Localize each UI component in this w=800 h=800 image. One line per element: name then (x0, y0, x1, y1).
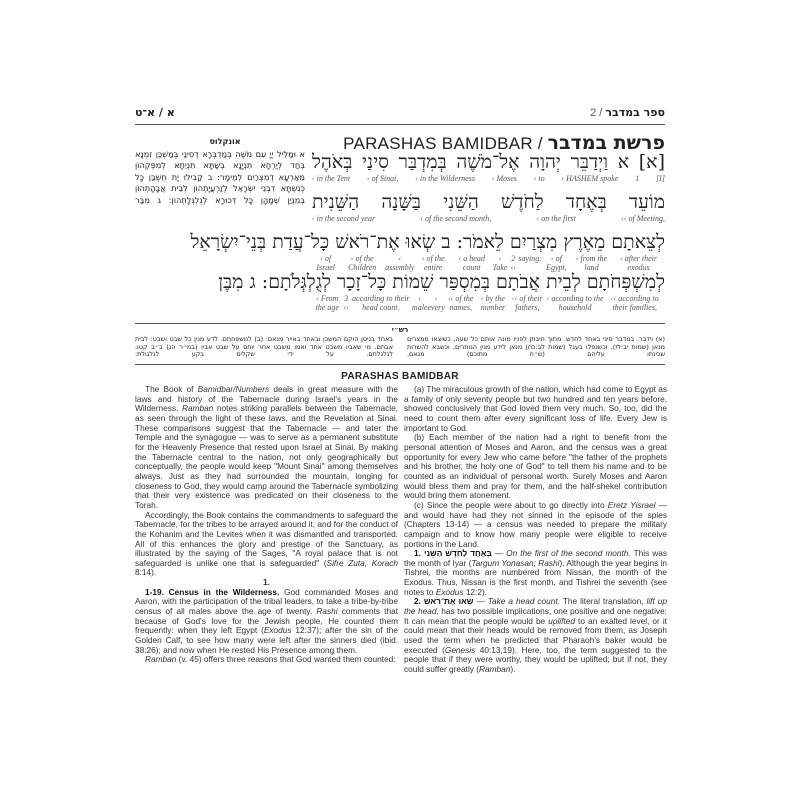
gloss-word: saying: (518, 254, 542, 263)
gloss-word: according to their head count. (352, 294, 410, 312)
title-hebrew: פרשת במדבר (547, 132, 665, 154)
gloss-word: ‹ Take (492, 254, 508, 272)
text-run: The Book of (145, 384, 198, 394)
gloss-word: ‹ of the second month, (420, 214, 492, 223)
text-run: The literal translation, (560, 596, 647, 607)
gloss-word: 2 ‹‹ (510, 254, 517, 272)
header-rule (135, 124, 665, 125)
gloss-word: ‹ of Egypt, (546, 254, 567, 272)
italic-text: Exodus (263, 625, 292, 636)
gloss-word: ‹ of Sinai, (367, 174, 399, 183)
interlinear-gloss (312, 174, 665, 183)
interlinear-gloss (312, 214, 665, 223)
rashi-heading: רש״י (391, 326, 409, 334)
gloss-word: ‹ in the Tent (312, 174, 351, 183)
commentary-paragraph (135, 588, 398, 656)
gloss-word: ‹ in the second year (312, 214, 376, 223)
italic-text: Exodus (435, 586, 464, 597)
page-number: 2 (590, 107, 597, 119)
text-run: 1. (263, 577, 270, 588)
verse-hebrew: לְמִשְׁפְּחֹתָם לְבֵית אֲבֹתָם בְּמִסְפַּר שֵׁמוֹת כָּל־זָכָר לְגֻלְגְּלֹתָם: ג מִבֶּן (218, 271, 665, 293)
commentary-right-column (404, 385, 667, 675)
gloss-word: ‹ of the entire (421, 254, 445, 272)
gloss-word: ‹ a head count (458, 254, 485, 272)
gloss-word: [I] (656, 174, 665, 183)
italic-text: Eretz Yisrael (607, 499, 656, 510)
bold-lead: בְּאֶחָד לַחֹדֶשׁ הַשֵּׁנִי (423, 548, 492, 559)
italic-text: Sifre Zuta, Korach (326, 557, 398, 568)
rashi-left-column: באחד בניסן הוקם המשכן ובאחד באייר מנאם: (ב) למשפחתם. לדע מנין כל שבט ושבט: לבית אבתם. מי שאביו משבט אחד ואמו משבט אחר יוחס על שבט אביו (במ״ר הנ) ב״ב קטו: לגלגלתם. על ידי שקלים בקע לגלגולת: (135, 335, 393, 359)
italic-text: Genesis (444, 644, 476, 655)
gloss-word: ‹ from the land (575, 254, 608, 272)
rashi-rule (135, 364, 665, 365)
gloss-word: ‹ according to the household (546, 294, 604, 312)
title-english: PARASHAS BAMIDBAR (343, 134, 534, 153)
verse-hebrew: מוֹעֵד בְּאֶחָד לַחֹדֶשׁ הַשֵּׁנִי בַּשָּׁנָה הַשֵּׁנִית (312, 191, 665, 213)
onkelos-heading: אונקלוס (209, 137, 241, 146)
text-run: This was the month of Iyar ( (404, 548, 668, 568)
gloss-word: ‹ assembly (385, 254, 415, 272)
text-run: 8:14). (135, 567, 157, 578)
commentary-paragraph (404, 597, 667, 674)
gloss-word: ‹ by the number (480, 294, 506, 312)
commentary-paragraph (404, 433, 667, 501)
text-run: (b) Each member of the nation had a right to benefit from the personal attention of Moses and Aaron, and the census was a great opportunity for every Jew who came before "the father of the prophets and his brother, the holy one of God" to tell them his name and to be counted as an individual of personal worth. Surely Moses and Aaron would bless them and pray for them, and the half-shekel contribution would bring them atonement. (404, 432, 667, 501)
gloss-word: ‹ of Israel (316, 254, 335, 272)
gloss-word: ‹ Moses (491, 174, 517, 183)
verse-line (190, 230, 665, 272)
running-header (135, 106, 665, 120)
verse-line (312, 150, 665, 190)
gloss-word: ‹ HASHEM spoke (561, 174, 619, 183)
text-run: to an exalted level, or it could mean that their heads would be removed from them, as Joseph used the term when he predicted that Pharaoh's baker would be executed ( (404, 615, 667, 655)
verse-hebrew: [א] א וַיְדַבֵּר יְהוָה אֶל־מֹשֶׁה בְּמִדְבַּר סִינַי בְּאֹהֶל (312, 151, 665, 173)
gloss-word: 3 ‹‹ (343, 294, 349, 312)
italic-text: Ramban (181, 403, 214, 414)
italic-text: Ramban (479, 664, 511, 675)
gloss-word: ‹‹ of the names, (448, 294, 474, 312)
bold-lead: 2. (414, 596, 424, 607)
italic-text: Targum Yonasan; Rashi (471, 557, 560, 568)
text-run: deals in great measure with the laws and history of the Tabernacle during Israel's years in the Wilderness. (135, 384, 398, 414)
italic-text: Take a head count. (487, 596, 561, 607)
rashi-right-column: (א) וידבר. במדבר סיני באחד לחדש. מתוך חיבתן לפניו מונה אותם כל שעה, כשיצאו ממצרים מנאן (שמות יב:לז), וכשנפלו בעגל (שמות לב:כח) מנאן לידע מנין הנותרים, וכשבא להשרות שכינתו עליהם (ש״ח מתוכם) מנאם. (407, 335, 665, 359)
commentary-paragraph (135, 655, 398, 665)
text-run: — (473, 596, 488, 607)
text-run: has two possible implications, one positive and one negative: It can mean that the people would be (404, 606, 667, 626)
text-run: (c) Since the people were about to go directly into (414, 499, 608, 510)
text-run: ). Although the year begins in Tishrei, the months are numbered from Nissan, the month of the Exodus. Thus, Nissan is the first month, and Tishrei the seventh (see notes to (404, 557, 667, 597)
gloss-word: ‹ male (411, 294, 428, 312)
interlinear-gloss (312, 294, 665, 312)
page-header-right: 2 / ספר במדבר (590, 106, 665, 119)
bold-lead: שְׂאוּ אֶת־רֹאשׁ (423, 596, 474, 607)
chapter-range: א / א־ט (135, 106, 175, 119)
gloss-word: ‹ every (427, 294, 445, 312)
gloss-word: ‹ to (533, 174, 545, 183)
text-run: (v. 45) offers three reasons that God wanted them counted: (176, 654, 396, 665)
italic-text: Bamidbar/Numbers (197, 384, 270, 394)
gloss-word: ‹ of the Children (348, 254, 377, 272)
text-run: God commanded Moses and Aaron, with the participation of the tribal leaders, to take a tribe-by-tribe census of all males above the age of twenty. (135, 586, 399, 617)
onkelos-text: א וּמַלִּיל יְיָ עִם מֹשֶׁה בְּמַדְבְּרָא דְסִינַי בְּמַשְׁכַּן זִמְנָא בְּחַד לְיַרְחָא תִנְיָנָא בְּשַׁתָּא תִנְיֵתָא לְמִפְּקְהוֹן מֵאַרְעָא דְמִצְרַיִם לְמֵימָר: ב קַבִּילוּ יָת חֻשְׁבַּן כָּל כְּנִשְׁתָּא דִבְנֵי יִשְׂרָאֵל לְזַרְעֲיָתְהוֹן לְבֵית אֲבָהָתְהוֹן בְּמִנְיַן שְׁמָהָן כָּל דְּכוּרָא לְגֻלְגְּלָתְהוֹן: ג מִבַּר (135, 149, 305, 205)
gloss-word: ‹‹ of Meeting, (621, 214, 665, 223)
verse-hebrew: לְצֵאתָם מֵאֶרֶץ מִצְרַיִם לֵאמֹר: ב שְׂאוּ אֶת־רֹאשׁ כָּל־עֲדַת בְּנֵי־יִשְׂרָאֵל (190, 231, 665, 253)
text-run: — (491, 548, 507, 559)
verse-rule (135, 323, 665, 324)
italic-text: Ramban (145, 654, 177, 665)
commentary-left-column (135, 385, 398, 665)
gloss-word: ‹ in the Wilderness (415, 174, 475, 183)
gloss-word: ‹ on the first (536, 214, 576, 223)
commentary-paragraph (404, 549, 667, 597)
text-run: (a) The miraculous growth of the nation, which had come to Egypt as a family of only seventy people but two hundred and ten years before, showed conclusively that God loved them very much. So, too, did the need to count them after every significant loss of life. Every Jew is important to God. (404, 384, 667, 433)
italic-text: lift up the head, (404, 596, 667, 617)
commentary-paragraph (404, 385, 667, 433)
title-separator: / (537, 134, 543, 153)
text-run: ). (510, 664, 516, 675)
gloss-word: 1 (635, 174, 640, 183)
gloss-word: ‹ after their exodus (620, 254, 657, 272)
bold-lead: 1-19. Census in the Wilderness. (145, 586, 280, 597)
italic-text: On the first of the second month. (506, 548, 631, 559)
commentary-paragraph (135, 511, 398, 579)
text-run: 12:37); after the sin of the Golden Calf, to see how many were left after the sinners died (ibid. 38:26); and now when He rested His Presence among them. (135, 625, 398, 655)
verse-line (218, 270, 665, 312)
gloss-word: ‹‹ according to their families, (610, 294, 659, 312)
text-run: comments that because of God's love for the Jewish people, He counted them frequently: when they left Egypt ( (135, 606, 398, 636)
book-title: ספר במדבר (605, 106, 665, 119)
bold-lead: 1. (414, 548, 424, 559)
text-run: Accordingly, the Book contains the commandments to safeguard the Tabernacle, for the tribes to be arrayed around it, and for the conduct of the Kohanim and the Levites when it was dismantled and transported. All of this enhances the glory and prestige of the Sanctuary, as illustrated by the saying of the Sages, "A royal palace that is not safeguarded is unlike one that is safeguarded" ( (135, 509, 398, 568)
gloss-word: ‹‹ of their fathers, (512, 294, 543, 312)
commentary-heading: PARASHAS BAMIDBAR (341, 371, 459, 382)
commentary-paragraph (135, 385, 398, 511)
italic-text: uplifted (548, 615, 575, 626)
text-run: — and would have had they not sinned in the episode of the spies (Chapters 13-14) — a census was needed to prepare the military campaign and to know how many people were eligible to receive portions in the Land. (404, 499, 668, 549)
text-run: 40:13,19). Here, too, the term suggested to the people that if they were worthy, they would be uplifted; but if not, they could suffer greatly ( (404, 644, 667, 675)
text-run: notes striking parallels between the Tabernacle, as seen through the light of these laws, and the Revelation at Sinai. These comparisons suggest that the Tabernacle — and later the Temple and the synagogue — was to serve as a permanent substitute for the Heavenly Presence that rested upon Israel at Sinai. By making the Tabernacle central to the nation, not only geographically but conceptually, the people would keep "Mount Sinai" among themselves always. Just as they had surrounded the mountain, longing for closeness to God, they would camp around the Tabernacle symbolizing that their very existence was predicated on their closeness to the Torah. (135, 403, 398, 510)
text-run: 12:2). (463, 586, 488, 597)
verse-line (312, 190, 665, 230)
gloss-word: ‹ From the age (315, 294, 339, 312)
italic-text: Rashi (316, 606, 338, 617)
commentary-paragraph (404, 501, 667, 549)
